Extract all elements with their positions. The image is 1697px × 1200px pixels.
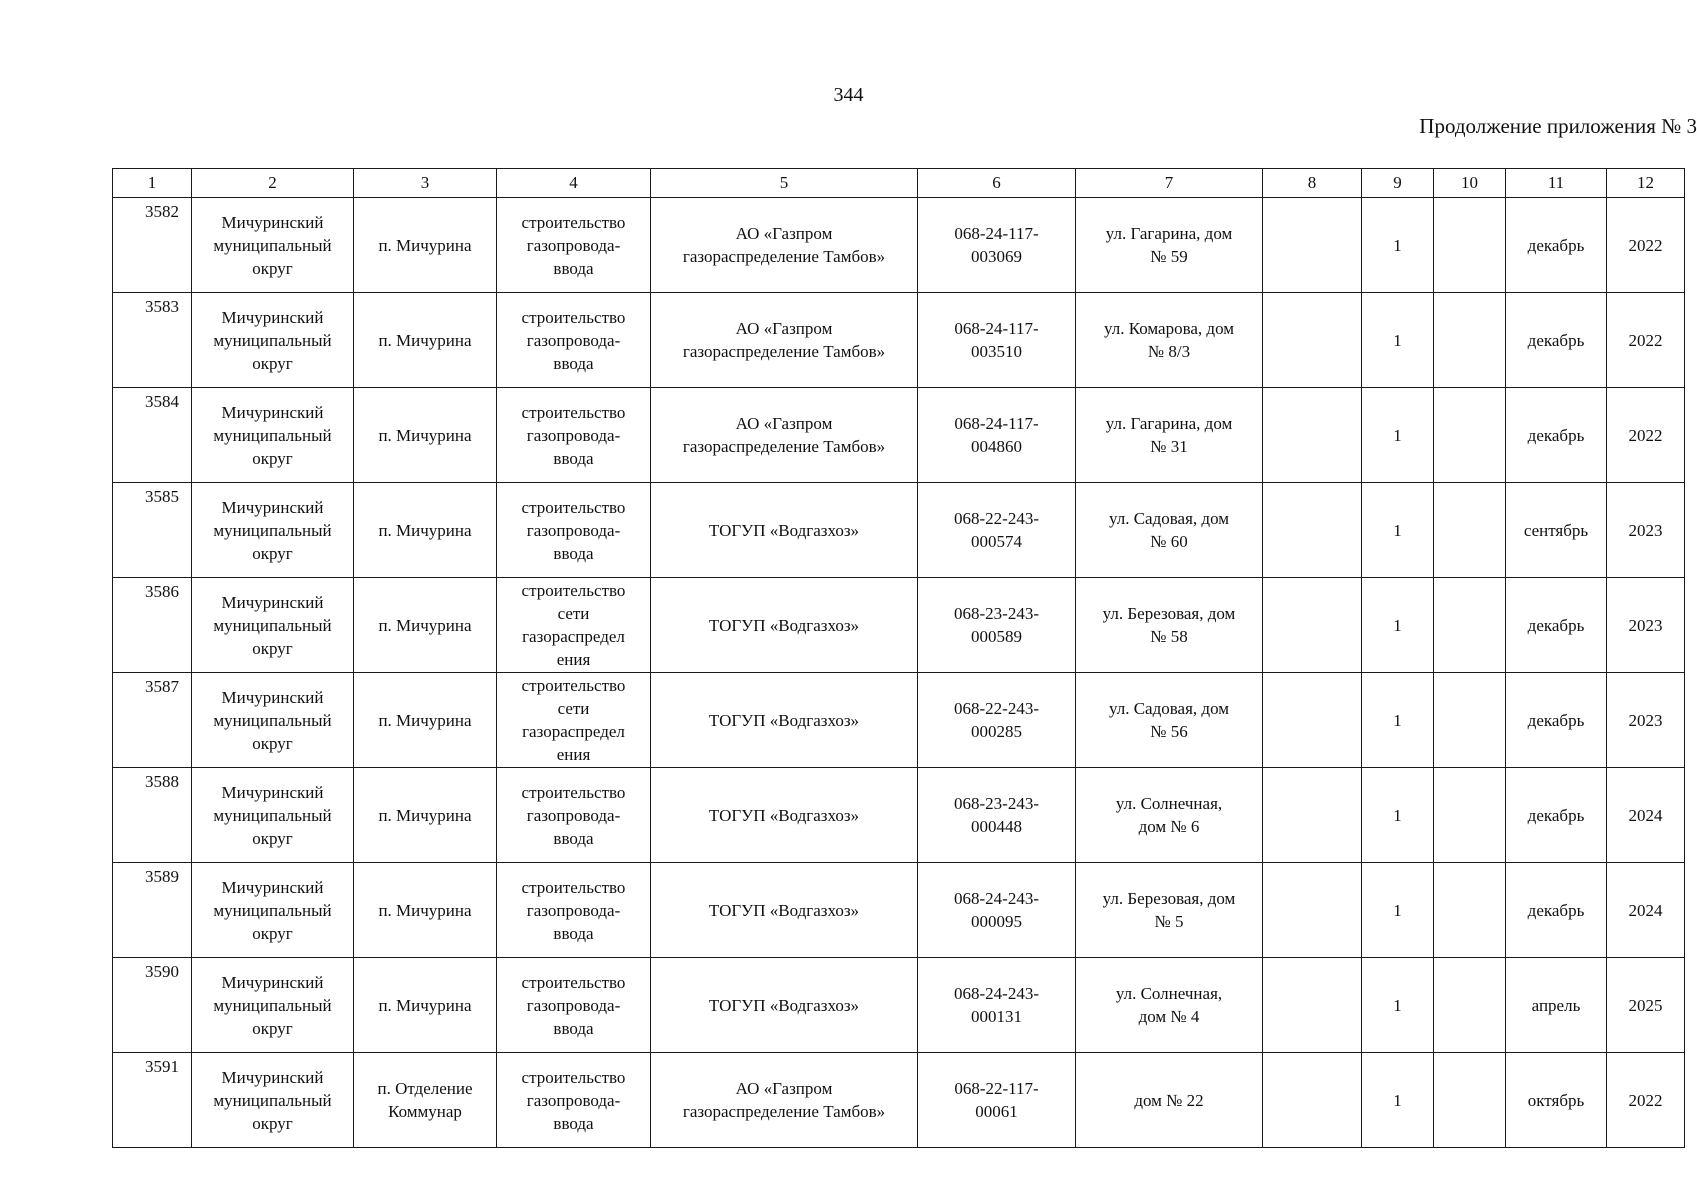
cell-line: № 58	[1150, 627, 1188, 646]
cell-line: Мичуринский	[221, 592, 324, 612]
cell-line: муниципальный	[213, 995, 332, 1015]
table-cell-c4	[497, 958, 651, 1053]
column-header: 3	[354, 169, 497, 198]
table-cell-c10	[1434, 958, 1506, 1053]
cell-line: округ	[252, 353, 293, 373]
cell-line: 068-23-243-	[954, 604, 1039, 623]
cell-line: 068-24-243-	[954, 984, 1039, 1003]
table-cell-c1: 3587	[113, 673, 192, 768]
table-cell-c8	[1263, 388, 1362, 483]
cell-line: Мичуринский	[221, 782, 324, 802]
table-cell-c6	[918, 293, 1076, 388]
cell-line: ввода	[553, 258, 594, 278]
cell-line: округ	[252, 258, 293, 278]
table-cell-c10	[1434, 578, 1506, 673]
table-cell-c12: 2022	[1607, 1053, 1685, 1148]
cell-line: п. Мичурина	[378, 900, 472, 920]
table-cell-c11: апрель	[1506, 958, 1607, 1053]
table-cell-c2	[192, 673, 354, 768]
table-cell-c2	[192, 293, 354, 388]
table-cell-c3	[354, 483, 497, 578]
table-cell-c6	[918, 483, 1076, 578]
cell-line: ул. Садовая, дом	[1108, 699, 1230, 718]
table-cell-c2	[192, 483, 354, 578]
table-body	[113, 198, 1685, 1148]
table-cell-c8	[1263, 483, 1362, 578]
table-cell-c7	[1076, 768, 1263, 863]
table-cell-c12: 2022	[1607, 388, 1685, 483]
cell-line: п. Мичурина	[378, 235, 472, 255]
table-cell-c11: декабрь	[1506, 578, 1607, 673]
cell-line: газопровода-	[526, 995, 621, 1015]
cell-line: 003510	[971, 342, 1022, 361]
table-cell-c11: декабрь	[1506, 863, 1607, 958]
table-cell-c3	[354, 578, 497, 673]
table-cell-c7	[1076, 1053, 1263, 1148]
table-cell-c2	[192, 768, 354, 863]
cell-line: газопровода-	[526, 330, 621, 350]
cell-line: п. Мичурина	[378, 805, 472, 825]
table-cell-c8	[1263, 198, 1362, 293]
cell-line: 00061	[975, 1102, 1018, 1121]
table-cell-c10	[1434, 673, 1506, 768]
cell-line: муниципальный	[213, 520, 332, 540]
table-cell-c8	[1263, 673, 1362, 768]
column-header: 11	[1506, 169, 1607, 198]
table-cell-c7	[1076, 198, 1263, 293]
cell-line: газопровода-	[526, 520, 621, 540]
table-cell-c7	[1076, 578, 1263, 673]
cell-line: п. Мичурина	[378, 425, 472, 445]
cell-line: сети	[557, 699, 590, 718]
table-cell-c9: 1	[1362, 958, 1434, 1053]
table-cell-c4	[497, 578, 651, 673]
cell-line: ввода	[553, 543, 594, 563]
table-cell-c5	[651, 673, 918, 768]
table-row	[113, 1053, 1685, 1148]
table-cell-c12: 2025	[1607, 958, 1685, 1053]
column-header: 6	[918, 169, 1076, 198]
table-cell-c8	[1263, 578, 1362, 673]
table-cell-c10	[1434, 863, 1506, 958]
column-header: 7	[1076, 169, 1263, 198]
cell-line: ввода	[553, 1113, 594, 1133]
table-cell-c4	[497, 1053, 651, 1148]
cell-line: ввода	[553, 923, 594, 943]
table-cell-c5	[651, 1053, 918, 1148]
cell-line: газораспределение Тамбов»	[682, 437, 886, 456]
cell-line: ул. Солнечная,	[1115, 794, 1223, 813]
cell-line: п. Мичурина	[378, 520, 472, 540]
table-cell-c3	[354, 673, 497, 768]
table-cell-c9: 1	[1362, 768, 1434, 863]
table-cell-c5	[651, 483, 918, 578]
table-cell-c10	[1434, 768, 1506, 863]
column-header: 10	[1434, 169, 1506, 198]
cell-line: 068-23-243-	[954, 794, 1039, 813]
table-cell-c12: 2024	[1607, 768, 1685, 863]
cell-line: газопровода-	[526, 805, 621, 825]
table-row	[113, 578, 1685, 673]
table-cell-c6	[918, 1053, 1076, 1148]
cell-line: муниципальный	[213, 615, 332, 635]
table-cell-c8	[1263, 1053, 1362, 1148]
table-cell-c4	[497, 198, 651, 293]
cell-line: АО «Газпром	[735, 319, 833, 338]
table-cell-c5	[651, 578, 918, 673]
table-cell-c9: 1	[1362, 673, 1434, 768]
cell-line: п. Мичурина	[378, 330, 472, 350]
table-row	[113, 198, 1685, 293]
cell-line: муниципальный	[213, 710, 332, 730]
table-cell-c9: 1	[1362, 1053, 1434, 1148]
column-header: 9	[1362, 169, 1434, 198]
table-cell-c7	[1076, 293, 1263, 388]
cell-line: строительство	[521, 1067, 626, 1087]
cell-line: газораспредел	[522, 722, 625, 741]
table-cell-c9: 1	[1362, 578, 1434, 673]
table-cell-c8	[1263, 958, 1362, 1053]
page-number: 344	[833, 84, 864, 106]
cell-line: округ	[252, 828, 293, 848]
column-header: 8	[1263, 169, 1362, 198]
column-header: 5	[651, 169, 918, 198]
cell-line: 068-24-243-	[954, 889, 1039, 908]
cell-line: округ	[252, 638, 293, 658]
table-cell-c6	[918, 673, 1076, 768]
cell-line: округ	[252, 733, 293, 753]
table-cell-c5	[651, 293, 918, 388]
cell-line: Коммунар	[388, 1102, 462, 1121]
table-cell-c4	[497, 863, 651, 958]
cell-line: 068-22-117-	[954, 1079, 1039, 1098]
cell-line: 000285	[971, 722, 1022, 741]
cell-line: 068-24-117-	[954, 319, 1039, 338]
table-cell-c11: декабрь	[1506, 293, 1607, 388]
table-cell-c11: декабрь	[1506, 768, 1607, 863]
table-cell-c10	[1434, 198, 1506, 293]
cell-line: дом № 22	[1134, 1090, 1204, 1110]
table-cell-c1: 3586	[113, 578, 192, 673]
table-cell-c12: 2022	[1607, 293, 1685, 388]
cell-line: строительство	[521, 212, 626, 232]
cell-line: округ	[252, 923, 293, 943]
table-cell-c3	[354, 958, 497, 1053]
table-cell-c10	[1434, 483, 1506, 578]
table-cell-c1: 3583	[113, 293, 192, 388]
cell-line: муниципальный	[213, 425, 332, 445]
table-row	[113, 958, 1685, 1053]
table-cell-c8	[1263, 293, 1362, 388]
cell-line: газопровода-	[526, 1090, 621, 1110]
appendix-continuation-label: Продолжение приложения № 3	[1419, 114, 1697, 138]
cell-line: ения	[556, 650, 591, 669]
cell-line: 000448	[971, 817, 1022, 836]
table-cell-c2	[192, 388, 354, 483]
table-cell-c7	[1076, 388, 1263, 483]
table-cell-c4	[497, 673, 651, 768]
cell-line: ул. Березовая, дом	[1102, 889, 1236, 908]
table-cell-c5	[651, 863, 918, 958]
table-cell-c1: 3591	[113, 1053, 192, 1148]
cell-line: муниципальный	[213, 805, 332, 825]
cell-line: газораспредел	[522, 627, 625, 646]
cell-line: № 60	[1150, 532, 1188, 551]
cell-line: АО «Газпром	[735, 224, 833, 243]
cell-line: 068-22-243-	[954, 699, 1039, 718]
cell-line: округ	[252, 543, 293, 563]
table-cell-c4	[497, 388, 651, 483]
column-header: 4	[497, 169, 651, 198]
cell-line: Мичуринский	[221, 1067, 324, 1087]
cell-line: ТОГУП «Водгазхоз»	[708, 900, 860, 920]
table-cell-c1: 3589	[113, 863, 192, 958]
table-cell-c9: 1	[1362, 388, 1434, 483]
table-row	[113, 673, 1685, 768]
cell-line: строительство	[521, 402, 626, 422]
cell-line: п. Мичурина	[378, 995, 472, 1015]
cell-line: ввода	[553, 353, 594, 373]
cell-line: дом № 4	[1138, 1007, 1200, 1026]
table-cell-c4	[497, 768, 651, 863]
cell-line: строительство	[521, 307, 626, 327]
table-cell-c2	[192, 198, 354, 293]
cell-line: строительство	[521, 877, 626, 897]
cell-line: ТОГУП «Водгазхоз»	[708, 710, 860, 730]
cell-line: п. Мичурина	[378, 710, 472, 730]
cell-line: Мичуринский	[221, 497, 324, 517]
table-cell-c10	[1434, 293, 1506, 388]
table-cell-c6	[918, 768, 1076, 863]
cell-line: АО «Газпром	[735, 414, 833, 433]
table-cell-c1: 3590	[113, 958, 192, 1053]
column-header: 2	[192, 169, 354, 198]
cell-line: сети	[557, 604, 590, 623]
cell-line: округ	[252, 1113, 293, 1133]
table-cell-c5	[651, 768, 918, 863]
table-cell-c3	[354, 293, 497, 388]
table-cell-c3	[354, 198, 497, 293]
cell-line: ТОГУП «Водгазхоз»	[708, 995, 860, 1015]
cell-line: округ	[252, 1018, 293, 1038]
cell-line: № 56	[1150, 722, 1188, 741]
table-cell-c9: 1	[1362, 863, 1434, 958]
cell-line: газораспределение Тамбов»	[682, 342, 886, 361]
cell-line: № 8/3	[1147, 342, 1191, 361]
table-cell-c11: сентябрь	[1506, 483, 1607, 578]
cell-line: ввода	[553, 828, 594, 848]
table-cell-c3	[354, 388, 497, 483]
cell-line: муниципальный	[213, 1090, 332, 1110]
table-cell-c7	[1076, 863, 1263, 958]
table-cell-c8	[1263, 768, 1362, 863]
cell-line: ул. Садовая, дом	[1108, 509, 1230, 528]
cell-line: Мичуринский	[221, 687, 324, 707]
cell-line: газопровода-	[526, 235, 621, 255]
cell-line: ввода	[553, 448, 594, 468]
table-cell-c9: 1	[1362, 483, 1434, 578]
cell-line: строительство	[521, 581, 626, 600]
cell-line: ул. Гагарина, дом	[1105, 224, 1233, 243]
column-header: 1	[113, 169, 192, 198]
table-header-row	[113, 169, 1685, 198]
table-cell-c2	[192, 958, 354, 1053]
cell-line: АО «Газпром	[735, 1079, 833, 1098]
table-row	[113, 768, 1685, 863]
table-cell-c11: декабрь	[1506, 673, 1607, 768]
table-cell-c7	[1076, 483, 1263, 578]
table-cell-c11: октябрь	[1506, 1053, 1607, 1148]
table-cell-c6	[918, 578, 1076, 673]
table-cell-c6	[918, 388, 1076, 483]
cell-line: строительство	[521, 497, 626, 517]
cell-line: Мичуринский	[221, 877, 324, 897]
table-cell-c1: 3584	[113, 388, 192, 483]
registry-table	[112, 168, 1685, 1148]
column-header: 12	[1607, 169, 1685, 198]
table-cell-c5	[651, 958, 918, 1053]
cell-line: № 5	[1154, 912, 1184, 931]
table-cell-c7	[1076, 673, 1263, 768]
table-cell-c12: 2024	[1607, 863, 1685, 958]
cell-line: ения	[556, 745, 591, 764]
cell-line: 068-24-117-	[954, 224, 1039, 243]
cell-line: ул. Березовая, дом	[1102, 604, 1236, 623]
table-cell-c1: 3588	[113, 768, 192, 863]
table-cell-c12: 2023	[1607, 673, 1685, 768]
cell-line: муниципальный	[213, 235, 332, 255]
table-cell-c1: 3582	[113, 198, 192, 293]
table-cell-c3	[354, 768, 497, 863]
cell-line: строительство	[521, 972, 626, 992]
table-cell-c12: 2023	[1607, 578, 1685, 673]
cell-line: газораспределение Тамбов»	[682, 247, 886, 266]
cell-line: муниципальный	[213, 330, 332, 350]
table-cell-c10	[1434, 388, 1506, 483]
table-cell-c10	[1434, 1053, 1506, 1148]
table-cell-c12: 2022	[1607, 198, 1685, 293]
table-cell-c2	[192, 578, 354, 673]
table-cell-c2	[192, 1053, 354, 1148]
table-cell-c9: 1	[1362, 293, 1434, 388]
cell-line: муниципальный	[213, 900, 332, 920]
table-cell-c5	[651, 388, 918, 483]
cell-line: ул. Солнечная,	[1115, 984, 1223, 1003]
cell-line: дом № 6	[1138, 817, 1200, 836]
cell-line: 068-22-243-	[954, 509, 1039, 528]
cell-line: № 31	[1150, 437, 1188, 456]
cell-line: ввода	[553, 1018, 594, 1038]
table-cell-c4	[497, 293, 651, 388]
table-cell-c6	[918, 198, 1076, 293]
table-cell-c5	[651, 198, 918, 293]
cell-line: 000095	[971, 912, 1022, 931]
table-cell-c9: 1	[1362, 198, 1434, 293]
table-cell-c11: декабрь	[1506, 198, 1607, 293]
cell-line: ул. Гагарина, дом	[1105, 414, 1233, 433]
table-cell-c12: 2023	[1607, 483, 1685, 578]
cell-line: газопровода-	[526, 900, 621, 920]
cell-line: округ	[252, 448, 293, 468]
cell-line: Мичуринский	[221, 402, 324, 422]
cell-line: Мичуринский	[221, 307, 324, 327]
cell-line: газопровода-	[526, 425, 621, 445]
cell-line: п. Мичурина	[378, 615, 472, 635]
cell-line: Мичуринский	[221, 972, 324, 992]
cell-line: № 59	[1150, 247, 1188, 266]
cell-line: строительство	[521, 782, 626, 802]
cell-line: 004860	[971, 437, 1022, 456]
table-cell-c6	[918, 958, 1076, 1053]
table-row	[113, 863, 1685, 958]
cell-line: ТОГУП «Водгазхоз»	[708, 805, 860, 825]
table-cell-c8	[1263, 863, 1362, 958]
cell-line: п. Отделение	[377, 1079, 473, 1098]
cell-line: ТОГУП «Водгазхоз»	[708, 520, 860, 540]
table-row	[113, 483, 1685, 578]
cell-line: Мичуринский	[221, 212, 324, 232]
table-cell-c6	[918, 863, 1076, 958]
cell-line: 068-24-117-	[954, 414, 1039, 433]
cell-line: строительство	[521, 676, 626, 695]
table-cell-c3	[354, 863, 497, 958]
table-row	[113, 388, 1685, 483]
cell-line: ул. Комарова, дом	[1103, 319, 1235, 338]
cell-line: 000589	[971, 627, 1022, 646]
table-cell-c1: 3585	[113, 483, 192, 578]
table-cell-c7	[1076, 958, 1263, 1053]
table-cell-c11: декабрь	[1506, 388, 1607, 483]
cell-line: 000574	[971, 532, 1022, 551]
table-cell-c4	[497, 483, 651, 578]
table-row	[113, 293, 1685, 388]
cell-line: 000131	[971, 1007, 1022, 1026]
cell-line: газораспределение Тамбов»	[682, 1102, 886, 1121]
table-cell-c2	[192, 863, 354, 958]
cell-line: ТОГУП «Водгазхоз»	[708, 615, 860, 635]
table-cell-c3	[354, 1053, 497, 1148]
cell-line: 003069	[971, 247, 1022, 266]
